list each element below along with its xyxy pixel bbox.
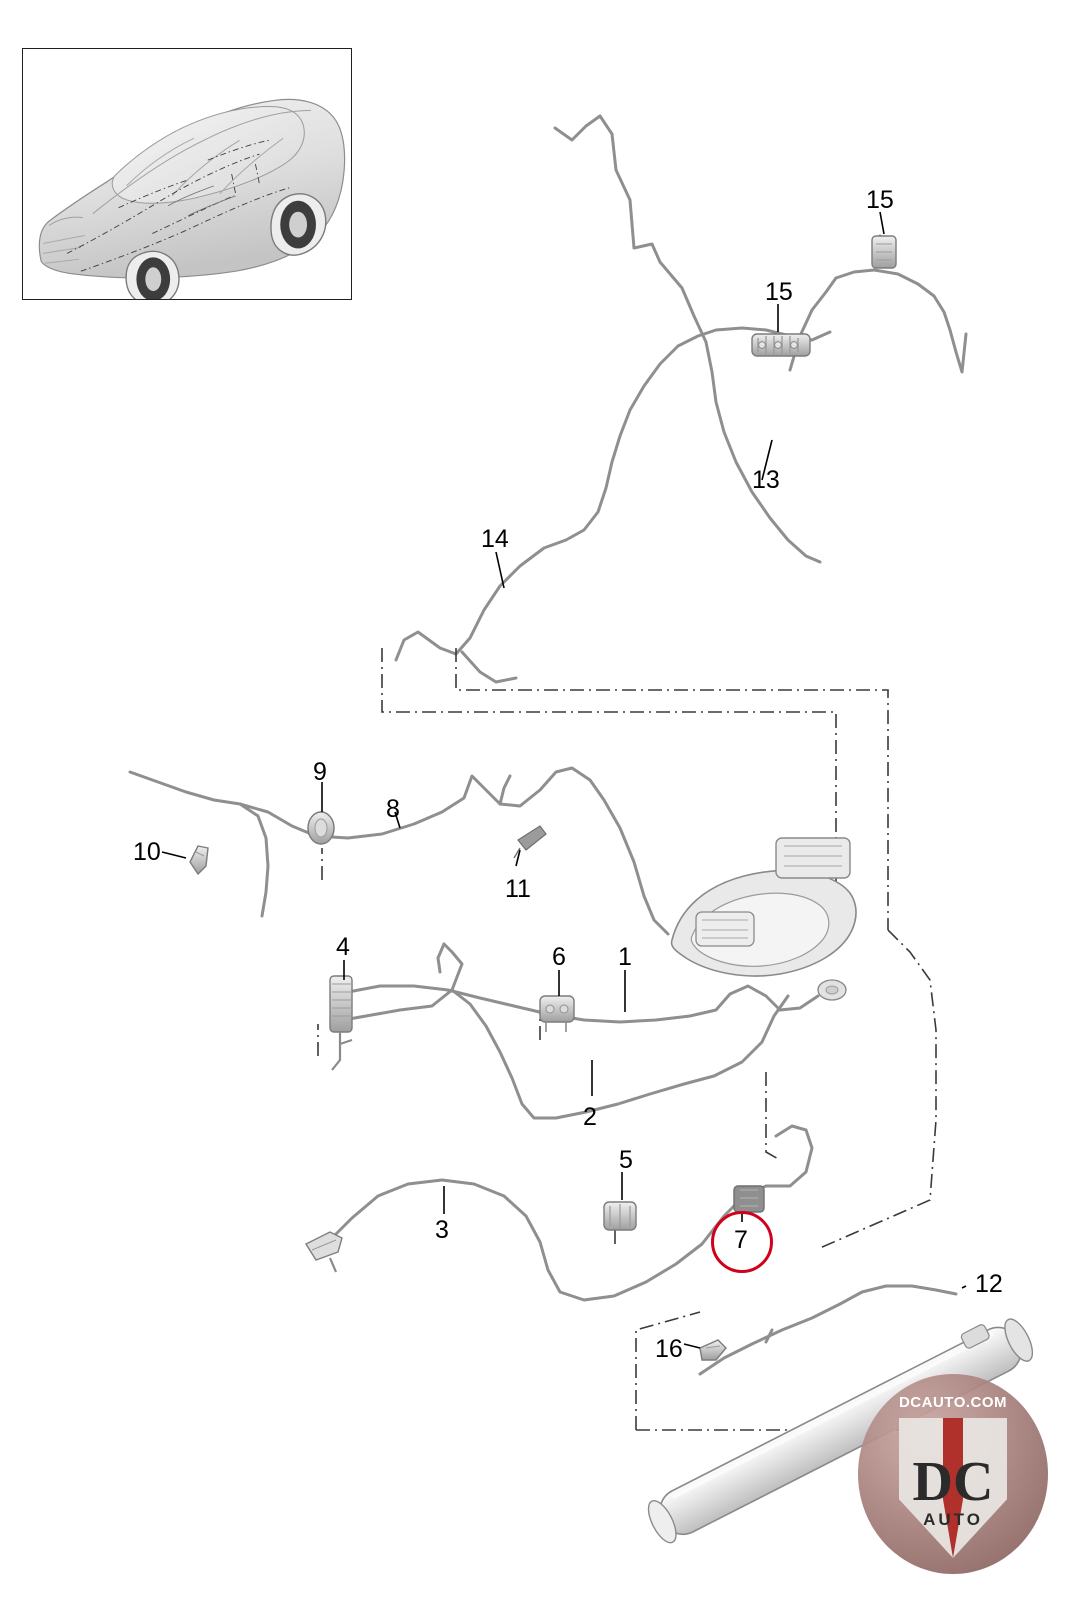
callout-7[interactable]: 7 (734, 1226, 748, 1254)
callout-16[interactable]: 16 (655, 1335, 683, 1363)
clip-6 (540, 996, 574, 1032)
leader-lines-top (496, 212, 884, 588)
callout-5[interactable]: 5 (619, 1146, 633, 1174)
watermark-brand: DC (912, 1451, 994, 1513)
callout-15-center[interactable]: 15 (765, 278, 793, 306)
callout-15-right[interactable]: 15 (866, 186, 894, 214)
callout-11[interactable]: 11 (505, 875, 531, 903)
clip-16 (700, 1340, 726, 1360)
callout-13[interactable]: 13 (752, 466, 780, 494)
bracket-10 (190, 846, 208, 874)
reference-dash-lines (318, 648, 936, 1430)
callout-2[interactable]: 2 (583, 1103, 597, 1131)
watermark-top-text: DCAUTO.COM (898, 1394, 1008, 1411)
callout-10[interactable]: 10 (133, 838, 161, 866)
connector-3-end (306, 1232, 342, 1272)
fuel-module-assembly (672, 838, 856, 1000)
callout-9[interactable]: 9 (313, 758, 327, 786)
callout-6[interactable]: 6 (552, 943, 566, 971)
callout-12[interactable]: 12 (975, 1270, 1003, 1298)
valve-4 (330, 976, 352, 1070)
callout-14[interactable]: 14 (481, 525, 509, 553)
clip-15-right (872, 236, 896, 268)
callout-3[interactable]: 3 (435, 1216, 449, 1244)
watermark-logo (858, 1374, 1048, 1574)
leader-lines-lower (344, 960, 625, 1096)
line-group-middle (130, 768, 668, 934)
leader-lines-bottom (444, 1172, 742, 1222)
watermark-sub: AUTO (923, 1510, 983, 1529)
clip-15-center (752, 334, 810, 356)
clip-5 (604, 1202, 636, 1230)
callout-1[interactable]: 1 (618, 943, 632, 971)
clip-7 (734, 1186, 764, 1212)
callout-4[interactable]: 4 (336, 933, 350, 961)
clip-9 (308, 812, 334, 844)
callout-8[interactable]: 8 (386, 795, 400, 823)
